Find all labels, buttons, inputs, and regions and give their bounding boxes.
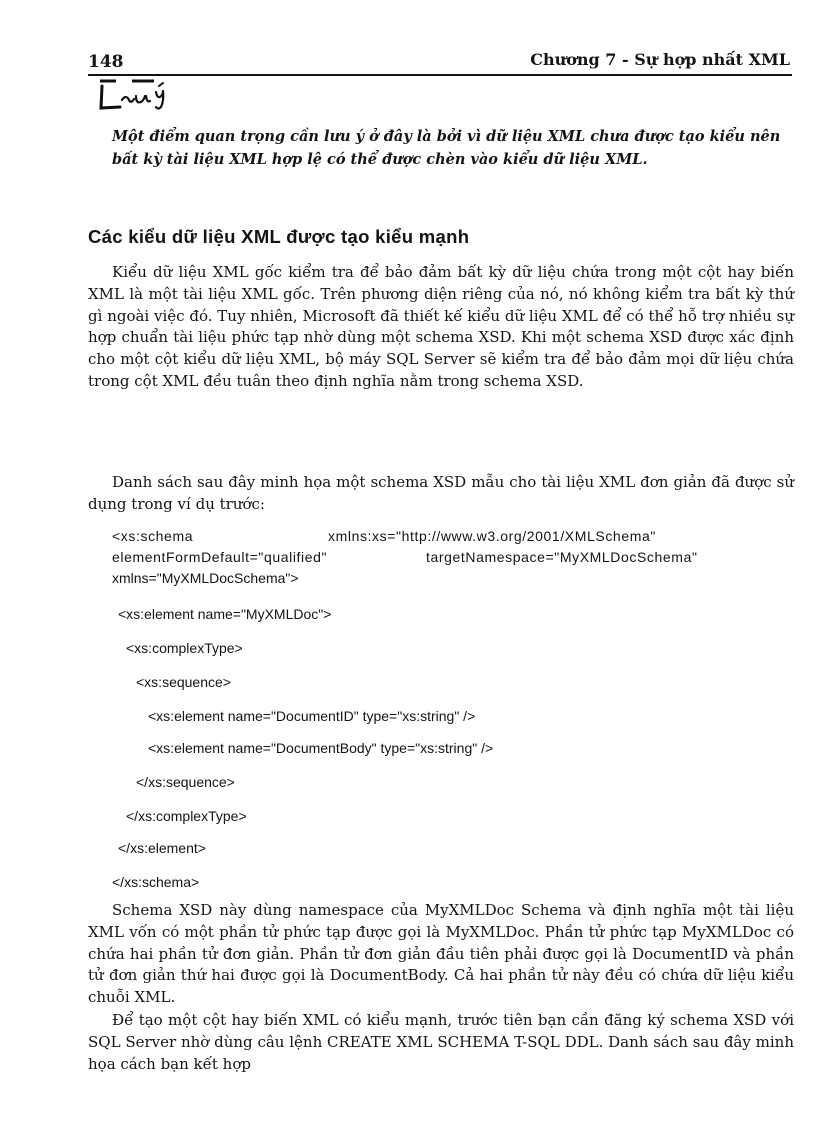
code-line: <xs:sequence> bbox=[136, 674, 231, 690]
code-line: <xs:element name="DocumentID" type="xs:string" /> bbox=[148, 708, 476, 724]
code-line: xmlns:xs="http://www.w3.org/2001/XMLSchema" bbox=[328, 528, 656, 544]
paragraph: Kiểu dữ liệu XML gốc kiểm tra để bảo đảm bất kỳ dữ liệu chứa trong một cột hay biến XML là một tài liệu XML gốc. Trên phương diện riêng của nó, nó không kiểm tra bất kỳ thứ gì ngoài việc đó. Tuy nhiên, Microsoft đã thiết kế kiểu dữ liệu XML để có thể hỗ trợ nhiều sự hợp chuẩn tài liệu phức tạp nhờ dùng một schema XSD. Khi một schema XSD được xác định cho một cột kiểu dữ liệu XML, bộ máy SQL Server sẽ kiểm tra để bảo đảm mọi dữ liệu chứa trong cột XML đều tuân theo định nghĩa nằm trong schema XSD. bbox=[88, 263, 794, 390]
code-line: </xs:complexType> bbox=[126, 808, 247, 824]
running-header bbox=[88, 46, 792, 76]
paragraph: Danh sách sau đây minh họa một schema XSD mẫu cho tài liệu XML đơn giản đã được sử dụng trong ví dụ trước: bbox=[88, 473, 794, 513]
chapter-title: Chương 7 - Sự hợp nhất XML bbox=[530, 50, 790, 69]
note-text: Một điểm quan trọng cần lưu ý ở đây là bởi vì dữ liệu XML chưa được tạo kiểu nên bất kỳ tài liệu XML hợp lệ có thể được chèn vào kiểu dữ liệu XML. bbox=[112, 128, 781, 168]
code-line: <xs:element name="DocumentBody" type="xs:string" /> bbox=[148, 740, 494, 756]
code-line: <xs:complexType> bbox=[126, 640, 243, 656]
section-title: Các kiểu dữ liệu XML được tạo kiểu mạnh bbox=[88, 226, 470, 247]
note-logo-icon bbox=[96, 78, 174, 112]
code-line: targetNamespace="MyXMLDocSchema" bbox=[426, 549, 698, 565]
code-line: <xs:element name="MyXMLDoc"> bbox=[118, 606, 332, 622]
code-line: <xs:schema bbox=[112, 528, 194, 544]
code-line: </xs:element> bbox=[118, 840, 206, 856]
code-line: </xs:sequence> bbox=[136, 774, 235, 790]
code-line: elementFormDefault="qualified" bbox=[112, 549, 328, 565]
paragraph: Schema XSD này dùng namespace của MyXMLDoc Schema và định nghĩa một tài liệu XML vốn có một phần tử phức tạp được gọi là MyXMLDoc. Phần tử phức tạp MyXMLDoc có chứa hai phần tử đơn giản. Phần tử đơn giản đầu tiên phải được gọi là DocumentID và phần tử đơn giản thứ hai được gọi là DocumentBody. Cả hai phần tử này đều có chứa dữ liệu kiểu chuỗi XML. bbox=[88, 901, 794, 1007]
code-line: xmlns="MyXMLDocSchema"> bbox=[112, 570, 299, 586]
paragraph: Để tạo một cột hay biến XML có kiểu mạnh, trước tiên bạn cần đăng ký schema XSD với SQL Server nhờ dùng câu lệnh CREATE XML SCHEMA T-SQL DDL. Danh sách sau đây minh họa cách bạn kết hợp bbox=[88, 1011, 794, 1073]
code-line: </xs:schema> bbox=[112, 874, 200, 890]
page-number: 148 bbox=[88, 52, 124, 72]
